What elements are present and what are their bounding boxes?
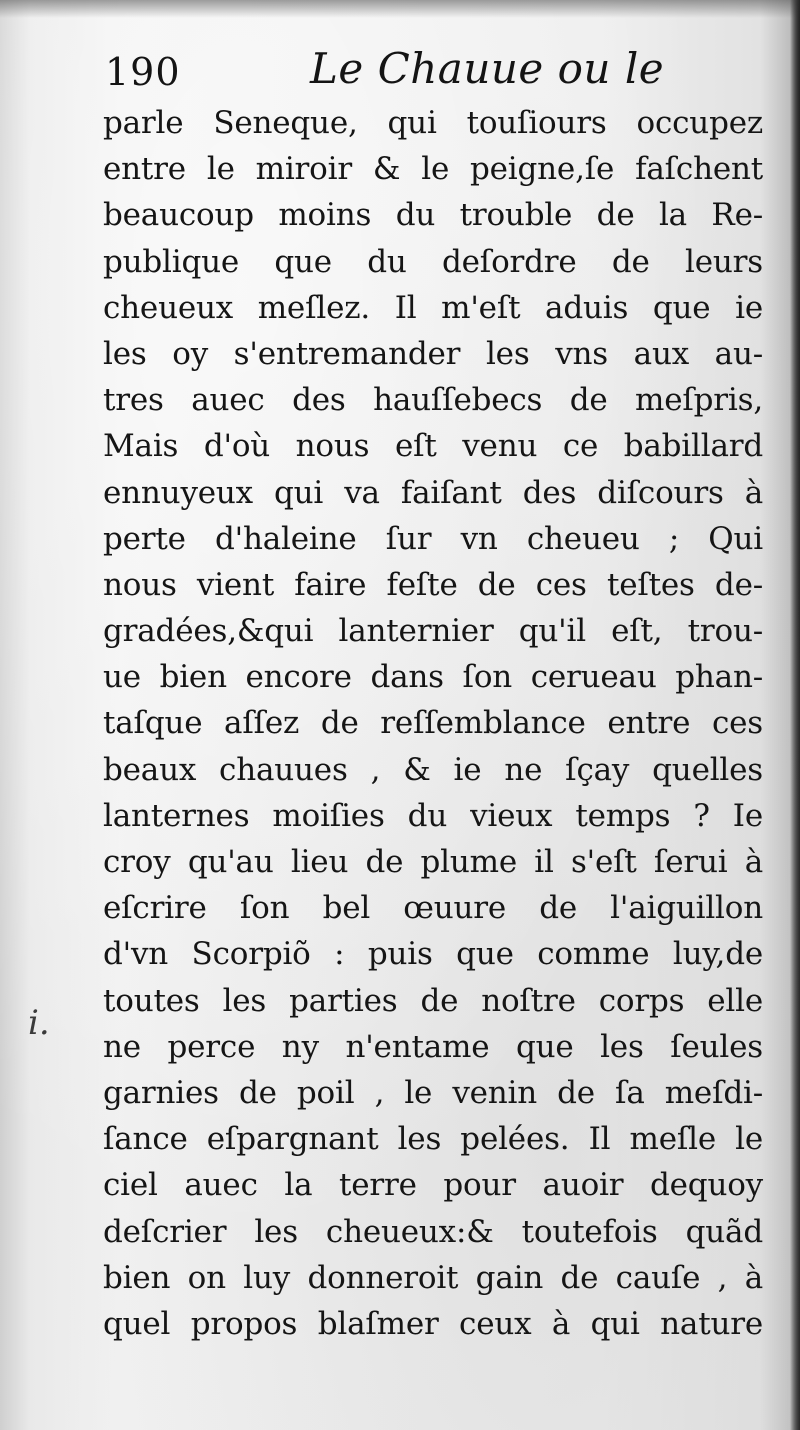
page-header (105, 44, 765, 104)
text-line: cheueux meſlez. Il m'eſt aduis que ie (103, 289, 763, 326)
text-line: garnies de poil , le venin de ſa meſdi- (103, 1074, 763, 1111)
text-line: Mais d'où nous eſt venu ce babillard (103, 428, 763, 465)
text-line: ſance eſpargnant les pelées. Il meſle le (103, 1121, 763, 1158)
margin-note: i. (28, 1003, 50, 1043)
text-line: deſcrier les cheueux:& toutefois quãd (103, 1213, 763, 1250)
text-line: ennuyeux qui va faiſant des diſcours à (103, 474, 763, 511)
text-line: ue bien encore dans ſon cerueau phan- (103, 659, 763, 696)
text-line: taſque aſſez de reſſemblance entre ces (103, 705, 763, 742)
text-line: beaucoup moins du trouble de la Re- (103, 197, 763, 234)
text-line: quel propos blaſmer ceux à qui nature (103, 1305, 763, 1342)
text-line: bien on luy donneroit gain de cauſe , à (103, 1259, 763, 1296)
body-text (103, 100, 763, 1347)
text-line: croy qu'au lieu de plume il s'eſt ſerui à (103, 844, 763, 880)
text-line: lanternes moiſies du vieux temps ? Ie (103, 797, 763, 834)
page-top-shadow (0, 0, 800, 18)
text-line: gradées,&qui lanternier qu'il eſt, trou- (103, 613, 763, 650)
text-line: tres auec des hauſſebecs de meſpris, (103, 382, 763, 419)
text-line: perte d'haleine ſur vn cheueu ; Qui (103, 520, 763, 557)
page-gutter-shadow (790, 0, 800, 1430)
text-line: les oy s'entremander les vns aux au- (103, 335, 763, 372)
text-line: ciel auec la terre pour auoir dequoy (103, 1167, 763, 1204)
text-line: parle Seneque, qui touſiours occupez (103, 105, 763, 141)
text-line: beaux chauues , & ie ne ſçay quelles (103, 751, 763, 788)
text-line: eſcrire ſon bel œuure de l'aiguillon (103, 890, 763, 927)
text-line: publique que du deſordre de leurs (103, 243, 763, 280)
running-title: Le Chauue ou le (310, 44, 665, 93)
text-line: d'vn Scorpiõ : puis que comme luy,de (103, 936, 763, 973)
page-number: 190 (105, 50, 181, 94)
text-line: nous vient faire feſte de ces teſtes de- (103, 566, 763, 603)
text-line: ne perce ny n'entame que les ſeules (103, 1028, 763, 1065)
text-line: toutes les parties de noſtre corps elle (103, 982, 763, 1019)
text-line: entre le miroir & le peigne,ſe faſchent (103, 151, 763, 188)
